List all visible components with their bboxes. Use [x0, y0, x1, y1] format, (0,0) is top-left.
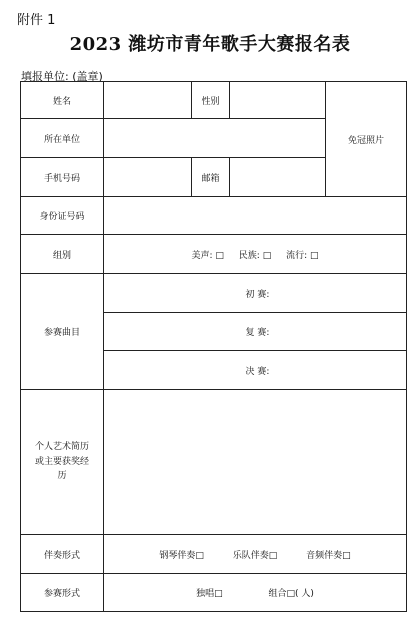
bio-label-line-3: 历: [57, 471, 67, 482]
organization-label: 所在单位: [21, 119, 104, 158]
registration-form-table: [20, 81, 407, 612]
phone-label: 手机号码: [21, 158, 104, 197]
mode-options: [104, 574, 407, 612]
phone-field[interactable]: [104, 158, 192, 197]
mode-option-solo[interactable]: 独唱□: [196, 589, 223, 599]
accompaniment-label: 伴奏形式: [21, 535, 104, 574]
gender-label: 性别: [192, 82, 230, 119]
id-number-label: 身份证号码: [21, 197, 104, 235]
accompaniment-options: [104, 535, 407, 574]
group-options: [104, 235, 407, 274]
song-preliminary-field[interactable]: [104, 274, 407, 313]
accomp-option-audio[interactable]: 音频伴奏□: [306, 550, 351, 561]
name-field[interactable]: [104, 82, 192, 119]
group-option-bel-canto[interactable]: 美声: □: [191, 250, 224, 261]
song-final-field[interactable]: [104, 351, 407, 390]
song-semifinal-label: 复 赛:: [245, 328, 270, 338]
group-option-pop[interactable]: 流行: □: [286, 250, 319, 261]
attachment-label: 附件 1: [17, 13, 56, 28]
photo-label: 免冠照片: [347, 135, 384, 146]
accomp-option-band[interactable]: 乐队伴奏□: [232, 550, 278, 561]
id-number-field[interactable]: [104, 197, 407, 235]
email-field[interactable]: [230, 158, 326, 197]
bio-label-line-1: 个人艺术简历: [34, 442, 89, 453]
songs-label: 参赛曲目: [21, 274, 104, 390]
bio-label: [21, 390, 104, 535]
bio-field[interactable]: [104, 390, 407, 535]
page-title: 2023 潍坊市青年歌手大赛报名表: [69, 34, 351, 55]
song-semifinal-field[interactable]: [104, 313, 407, 351]
photo-area[interactable]: [326, 82, 407, 197]
email-label: 邮箱: [192, 158, 230, 197]
bio-label-line-2: 或主要获奖经: [34, 456, 89, 467]
name-label: 姓名: [21, 82, 104, 119]
fill-unit-label: 填报单位: (盖章): [21, 70, 103, 83]
mode-label: 参赛形式: [21, 574, 104, 612]
mode-option-group[interactable]: 组合□( 人): [268, 589, 314, 599]
organization-field[interactable]: [104, 119, 326, 158]
song-preliminary-label: 初 赛:: [245, 289, 270, 300]
gender-field[interactable]: [230, 82, 326, 119]
group-option-folk[interactable]: 民族: □: [238, 250, 272, 261]
accomp-option-piano[interactable]: 钢琴伴奏□: [159, 550, 204, 561]
group-label: 组别: [21, 235, 104, 274]
song-final-label: 决 赛:: [245, 366, 270, 377]
